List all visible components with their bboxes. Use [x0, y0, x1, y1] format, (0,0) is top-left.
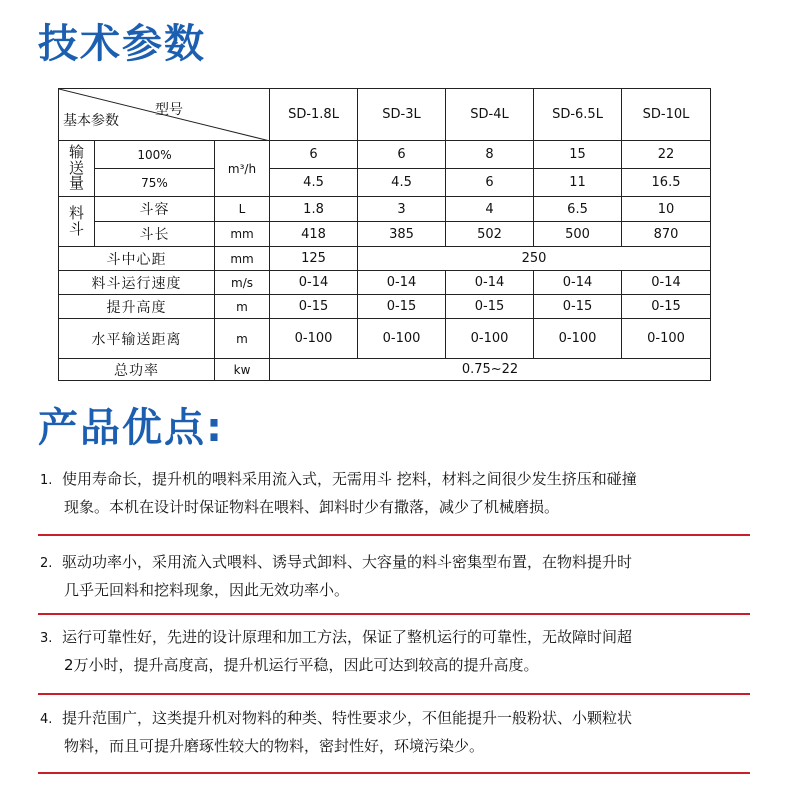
table-cell: 0-14 [270, 271, 358, 295]
item-text: 运行可靠性好，先进的设计原理和加工方法，保证了整机运行的可靠性，无故障时间超 [62, 628, 633, 646]
table-cell: 502 [446, 222, 534, 247]
table-cell: 22 [622, 141, 711, 169]
table-cell: 8 [446, 141, 534, 169]
model-header: SD-6.5L [534, 89, 622, 141]
advantage-item [40, 549, 760, 604]
row-label: 75% [95, 169, 215, 197]
table-cell: 6 [358, 141, 446, 169]
item-number: 3. [40, 631, 53, 646]
row-label: 100% [95, 141, 215, 169]
model-header: SD-4L [446, 89, 534, 141]
row-label: 斗容 [95, 197, 215, 222]
table-cell: 0-100 [622, 319, 711, 359]
table-cell: 0-14 [534, 271, 622, 295]
table-header-corner [59, 89, 270, 141]
divider-line [38, 772, 750, 774]
header-basic-label: 基本参数 [63, 113, 119, 129]
table-cell: 15 [534, 141, 622, 169]
item-number: 4. [40, 712, 53, 727]
table-cell: 4 [446, 197, 534, 222]
table-cell: 4.5 [270, 169, 358, 197]
table-cell: 16.5 [622, 169, 711, 197]
table-cell: 418 [270, 222, 358, 247]
row-label: 料斗运行速度 [59, 271, 215, 295]
unit-cell: m/s [215, 271, 270, 295]
unit-cell: L [215, 197, 270, 222]
table-cell: 0-100 [446, 319, 534, 359]
item-text: 几乎无回料和挖料现象，因此无效功率小。 [64, 581, 350, 599]
table-cell: 0-15 [622, 295, 711, 319]
advantage-item [40, 624, 760, 679]
row-label: 斗中心距 [59, 247, 215, 271]
table-cell: 4.5 [358, 169, 446, 197]
unit-cell: mm [215, 247, 270, 271]
item-text: 提升范围广，这类提升机对物料的种类、特性要求少，不但能提升一般粉状、小颗粒状 [62, 709, 633, 727]
table-cell-merged: 0.75~22 [270, 359, 711, 381]
item-text: 使用寿命长，提升机的喂料采用流入式，无需用斗 挖料，材料之间很少发生挤压和碰撞 [62, 470, 637, 488]
model-header: SD-1.8L [270, 89, 358, 141]
item-text: 物料，而且可提升磨琢性较大的物料，密封性好，环境污染少。 [64, 737, 485, 755]
advantage-item [40, 705, 760, 760]
table-cell: 870 [622, 222, 711, 247]
table-cell: 0-100 [270, 319, 358, 359]
row-label: 总功率 [59, 359, 215, 381]
table-cell: 125 [270, 247, 358, 271]
table-cell: 6 [446, 169, 534, 197]
row-label: 提升高度 [59, 295, 215, 319]
unit-cell: m [215, 319, 270, 359]
row-label: 水平输送距离 [59, 319, 215, 359]
table-cell: 0-15 [270, 295, 358, 319]
table-cell: 0-100 [358, 319, 446, 359]
group-bucket: 料 斗 [59, 197, 95, 247]
advantages-title: 产品优点: [38, 405, 224, 451]
table-cell: 6.5 [534, 197, 622, 222]
item-text: 现象。本机在设计时保证物料在喂料、卸料时少有撒落，减少了机械磨损。 [64, 498, 560, 516]
divider-line [38, 534, 750, 536]
table-cell-merged: 250 [358, 247, 711, 271]
model-header: SD-10L [622, 89, 711, 141]
unit-cell: kw [215, 359, 270, 381]
item-number: 2. [40, 556, 53, 571]
table-cell: 0-15 [358, 295, 446, 319]
row-label: 斗长 [95, 222, 215, 247]
table-cell: 0-14 [446, 271, 534, 295]
table-cell: 0-15 [534, 295, 622, 319]
spec-table [58, 88, 711, 381]
table-cell: 0-100 [534, 319, 622, 359]
table-cell: 500 [534, 222, 622, 247]
table-cell: 6 [270, 141, 358, 169]
model-header: SD-3L [358, 89, 446, 141]
header-model-label: 型号 [155, 102, 184, 118]
divider-line [38, 613, 750, 615]
table-cell: 0-15 [446, 295, 534, 319]
unit-cell: m³/h [215, 141, 270, 197]
specs-title: 技术参数 [38, 21, 206, 67]
unit-cell: mm [215, 222, 270, 247]
item-text: 驱动功率小，采用流入式喂料、诱导式卸料、大容量的料斗密集型布置，在物料提升时 [62, 553, 633, 571]
unit-cell: m [215, 295, 270, 319]
item-number: 1. [40, 473, 53, 488]
table-cell: 1.8 [270, 197, 358, 222]
table-cell: 385 [358, 222, 446, 247]
table-cell: 0-14 [358, 271, 446, 295]
table-cell: 0-14 [622, 271, 711, 295]
advantage-item [40, 466, 760, 521]
table-cell: 11 [534, 169, 622, 197]
item-text: 2万小时，提升高度高，提升机运行平稳，因此可达到较高的提升高度。 [64, 656, 539, 674]
divider-line [38, 693, 750, 695]
group-delivery: 输 送 量 [59, 141, 95, 197]
table-cell: 10 [622, 197, 711, 222]
table-cell: 3 [358, 197, 446, 222]
